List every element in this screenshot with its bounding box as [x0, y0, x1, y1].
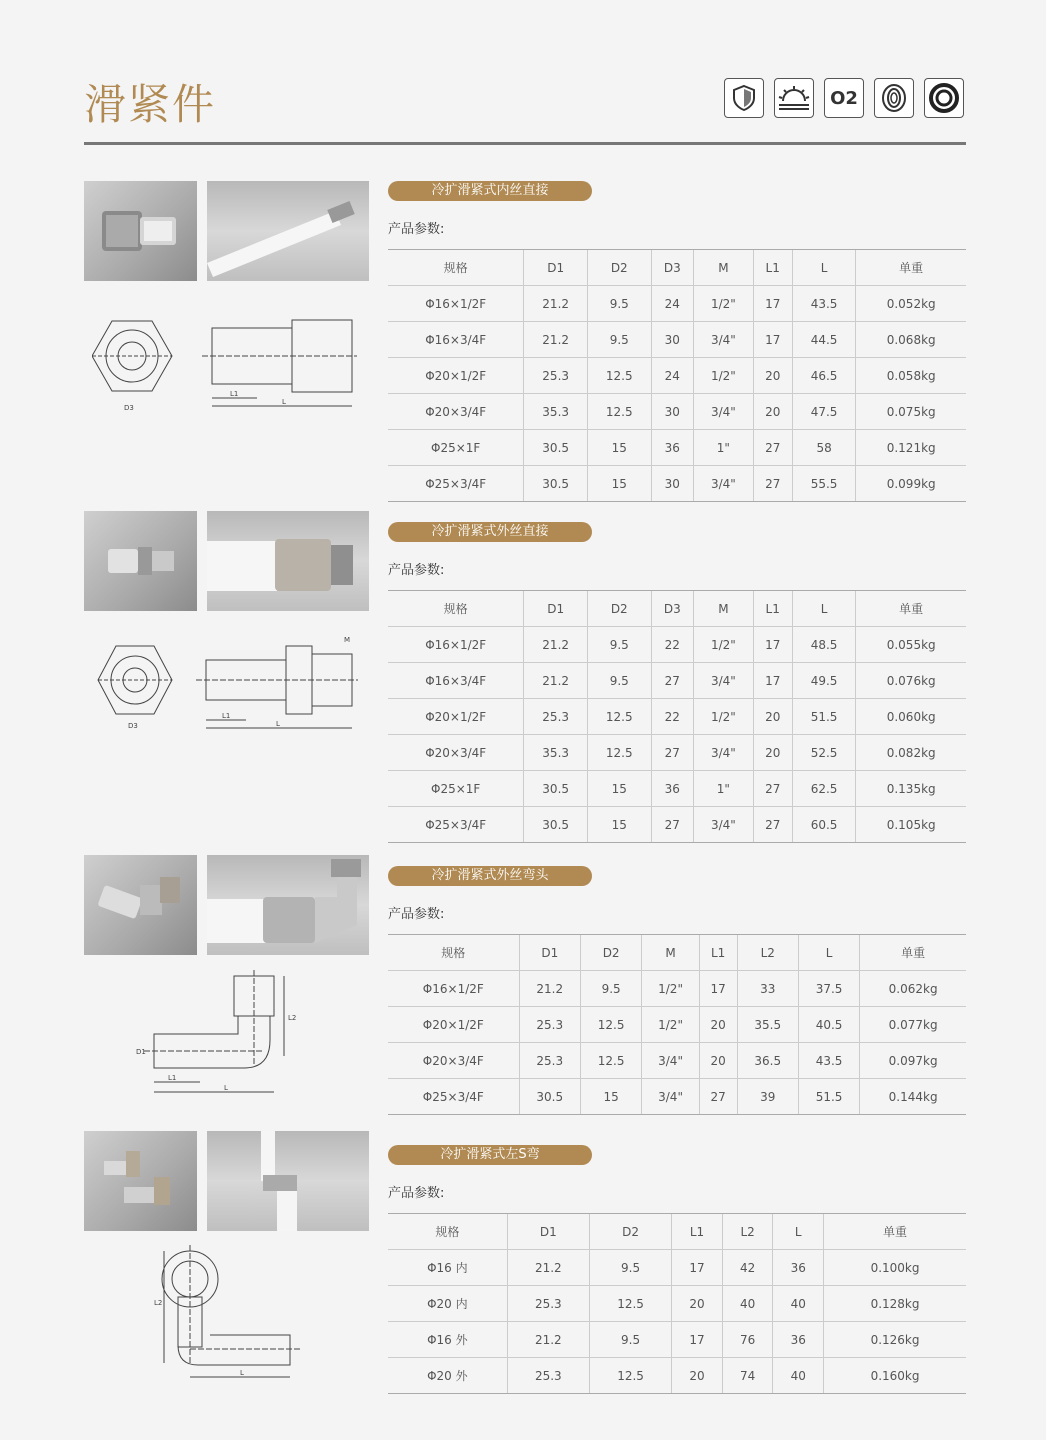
col-header: 规格 [388, 250, 524, 286]
cell: 52.5 [792, 735, 856, 771]
cell: 3/4" [694, 466, 754, 502]
shield-icon [724, 78, 764, 118]
table-row [388, 430, 966, 466]
col-header: 规格 [388, 591, 524, 627]
cell: 27 [753, 466, 792, 502]
cell: 42 [722, 1250, 773, 1286]
cell: 0.128kg [824, 1286, 966, 1322]
col-header: 单重 [856, 250, 966, 286]
cell: 35.3 [524, 394, 588, 430]
col-header: L [798, 935, 859, 971]
cell: 40 [722, 1286, 773, 1322]
table-row [388, 627, 966, 663]
cell: 21.2 [507, 1322, 589, 1358]
table-row [388, 466, 966, 502]
cell: Φ20×1/2F [388, 358, 524, 394]
cell: 55.5 [792, 466, 856, 502]
table-row [388, 322, 966, 358]
cell: 21.2 [519, 971, 580, 1007]
drawing-label-l2: L2 [288, 1014, 297, 1022]
drawing-label-l: L [276, 720, 280, 728]
cell: 76 [722, 1322, 773, 1358]
cell: 0.076kg [856, 663, 966, 699]
drawing-label-l1: L1 [222, 712, 231, 720]
cell: 47.5 [792, 394, 856, 430]
cell: 0.060kg [856, 699, 966, 735]
cell: Φ25×3/4F [388, 466, 524, 502]
section-title-pill: 冷扩滑紧式左S弯 [388, 1145, 592, 1165]
cell: 0.160kg [824, 1358, 966, 1394]
cell: 30.5 [519, 1079, 580, 1115]
cell: 35.5 [737, 1007, 798, 1043]
cell: 22 [651, 627, 694, 663]
cell: 25.3 [519, 1007, 580, 1043]
installed-photo [207, 511, 369, 611]
cell: 17 [753, 322, 792, 358]
col-header: 规格 [388, 1214, 507, 1250]
cell: 30.5 [524, 430, 588, 466]
cell: Φ20×3/4F [388, 394, 524, 430]
cell: Φ20×3/4F [388, 735, 524, 771]
cell: 0.105kg [856, 807, 966, 843]
table-row [388, 394, 966, 430]
cell: 0.100kg [824, 1250, 966, 1286]
cell: 40.5 [798, 1007, 859, 1043]
col-header: D3 [651, 250, 694, 286]
col-header: D1 [524, 591, 588, 627]
feature-icons [724, 78, 964, 118]
col-header: M [694, 250, 754, 286]
installed-photo [207, 1131, 369, 1231]
cell: 0.068kg [856, 322, 966, 358]
cell: 27 [651, 807, 694, 843]
col-header: D2 [587, 250, 651, 286]
cell: 12.5 [587, 358, 651, 394]
o2-label: O2 [830, 87, 858, 109]
technical-drawing [150, 1245, 360, 1385]
cell: 24 [651, 358, 694, 394]
cell: 3/4" [694, 735, 754, 771]
cell: Φ25×1F [388, 430, 524, 466]
col-header: M [694, 591, 754, 627]
cell: 25.3 [507, 1358, 589, 1394]
col-header: 单重 [860, 935, 966, 971]
table-row [388, 1286, 966, 1322]
cell: 27 [753, 430, 792, 466]
drawing-label-l: L [282, 398, 286, 406]
cell: 0.126kg [824, 1322, 966, 1358]
drawing-label-d3: D3 [128, 722, 138, 730]
section-title-pill: 冷扩滑紧式外丝弯头 [388, 866, 592, 886]
drawing-label-d3: D3 [124, 404, 134, 412]
table-row [388, 1043, 966, 1079]
cell: 30 [651, 394, 694, 430]
cell: Φ20×3/4F [388, 1043, 519, 1079]
col-header: 规格 [388, 935, 519, 971]
cell: Φ25×3/4F [388, 807, 524, 843]
cell: Φ25×3/4F [388, 1079, 519, 1115]
table-row [388, 1322, 966, 1358]
col-header: D2 [589, 1214, 671, 1250]
cell: 46.5 [792, 358, 856, 394]
params-label: 产品参数: [388, 563, 445, 578]
cell: Φ16×3/4F [388, 322, 524, 358]
header-rule [84, 142, 966, 145]
product-photo [84, 855, 197, 955]
col-header: L [773, 1214, 824, 1250]
cell: Φ16×1/2F [388, 627, 524, 663]
product-photo [84, 1131, 197, 1231]
cell: 36 [773, 1250, 824, 1286]
cell: 1/2" [642, 971, 699, 1007]
cell: 48.5 [792, 627, 856, 663]
cell: 12.5 [580, 1043, 641, 1079]
cell: 15 [587, 466, 651, 502]
installed-photo [207, 855, 369, 955]
table-row [388, 1250, 966, 1286]
sun-heat-icon [774, 78, 814, 118]
ring-icon [924, 78, 964, 118]
cell: 3/4" [694, 394, 754, 430]
col-header: D3 [651, 591, 694, 627]
cell: 9.5 [587, 627, 651, 663]
cell: 12.5 [587, 699, 651, 735]
cell: 0.121kg [856, 430, 966, 466]
cell: 17 [672, 1250, 723, 1286]
cell: 1/2" [694, 627, 754, 663]
technical-drawing [134, 970, 354, 1100]
drawing-label-l: L [240, 1369, 244, 1377]
installed-photo [207, 181, 369, 281]
table-row [388, 1358, 966, 1394]
cell: Φ16×1/2F [388, 971, 519, 1007]
col-header: D2 [587, 591, 651, 627]
cell: 36 [773, 1322, 824, 1358]
cell: 35.3 [524, 735, 588, 771]
cell: 9.5 [589, 1250, 671, 1286]
cell: 20 [699, 1043, 737, 1079]
cell: 3/4" [694, 663, 754, 699]
cell: Φ20 外 [388, 1358, 507, 1394]
table-row [388, 971, 966, 1007]
cell: 40 [773, 1358, 824, 1394]
table-header-row [388, 250, 966, 286]
cell: 22 [651, 699, 694, 735]
spec-table [388, 1213, 966, 1394]
cell: 43.5 [792, 286, 856, 322]
col-header: D1 [524, 250, 588, 286]
cell: 17 [699, 971, 737, 1007]
col-header: L [792, 591, 856, 627]
technical-drawing [96, 636, 366, 736]
section-male-elbow [84, 866, 966, 1108]
cell: 49.5 [792, 663, 856, 699]
col-header: D1 [519, 935, 580, 971]
params-label: 产品参数: [388, 907, 445, 922]
technical-drawing [92, 306, 362, 416]
cell: 9.5 [580, 971, 641, 1007]
cell: 9.5 [587, 663, 651, 699]
cell: 20 [753, 735, 792, 771]
table-header-row [388, 935, 966, 971]
cell: 3/4" [694, 807, 754, 843]
cell: 15 [587, 430, 651, 466]
cell: 27 [651, 735, 694, 771]
cell: 30 [651, 322, 694, 358]
cell: 51.5 [798, 1079, 859, 1115]
cell: 25.3 [524, 699, 588, 735]
cell: Φ20×1/2F [388, 1007, 519, 1043]
cell: Φ25×1F [388, 771, 524, 807]
col-header: L1 [699, 935, 737, 971]
cell: 3/4" [642, 1079, 699, 1115]
cell: 15 [587, 807, 651, 843]
cell: 25.3 [519, 1043, 580, 1079]
cell: 27 [651, 663, 694, 699]
cell: 3/4" [642, 1043, 699, 1079]
drawing-label-d1: D1 [136, 1048, 146, 1056]
cell: 25.3 [524, 358, 588, 394]
cell: 3/4" [694, 322, 754, 358]
cell: 0.077kg [860, 1007, 966, 1043]
col-header: L2 [722, 1214, 773, 1250]
cell: Φ16×3/4F [388, 663, 524, 699]
cell: 12.5 [587, 735, 651, 771]
spec-table [388, 249, 966, 502]
table-row [388, 1079, 966, 1115]
cell: 0.055kg [856, 627, 966, 663]
cell: 25.3 [507, 1286, 589, 1322]
table-row [388, 358, 966, 394]
cell: 1/2" [694, 358, 754, 394]
col-header: L1 [753, 591, 792, 627]
cell: 1" [694, 771, 754, 807]
params-label: 产品参数: [388, 222, 445, 237]
col-header: 单重 [856, 591, 966, 627]
cell: 30 [651, 466, 694, 502]
o2-icon [824, 78, 864, 118]
drawing-label-l1: L1 [230, 390, 239, 398]
cell: Φ16 内 [388, 1250, 507, 1286]
cell: 21.2 [524, 663, 588, 699]
cell: 60.5 [792, 807, 856, 843]
params-label: 产品参数: [388, 1186, 445, 1201]
cell: 62.5 [792, 771, 856, 807]
cell: 30.5 [524, 807, 588, 843]
cell: 0.075kg [856, 394, 966, 430]
cell: 51.5 [792, 699, 856, 735]
cell: 30.5 [524, 771, 588, 807]
section-left-s-bend [84, 1145, 966, 1395]
table-row [388, 286, 966, 322]
cell: 43.5 [798, 1043, 859, 1079]
drawing-label-l: L [224, 1084, 228, 1092]
cell: 24 [651, 286, 694, 322]
cell: 36.5 [737, 1043, 798, 1079]
table-header-row [388, 1214, 966, 1250]
cell: 74 [722, 1358, 773, 1394]
cell: 39 [737, 1079, 798, 1115]
cell: 17 [672, 1322, 723, 1358]
cell: 9.5 [587, 322, 651, 358]
cell: 0.058kg [856, 358, 966, 394]
cell: 27 [753, 807, 792, 843]
cell: 0.052kg [856, 286, 966, 322]
cell: 20 [699, 1007, 737, 1043]
table-row [388, 807, 966, 843]
cell: 15 [580, 1079, 641, 1115]
cell: 0.082kg [856, 735, 966, 771]
table-header-row [388, 591, 966, 627]
cell: 30.5 [524, 466, 588, 502]
section-female-straight [84, 181, 966, 493]
table-row [388, 663, 966, 699]
col-header: 单重 [824, 1214, 966, 1250]
col-header: L1 [672, 1214, 723, 1250]
col-header: L1 [753, 250, 792, 286]
cell: 20 [753, 699, 792, 735]
cell: 20 [672, 1358, 723, 1394]
cell: 0.099kg [856, 466, 966, 502]
drawing-label-m: M [344, 636, 351, 644]
cell: 58 [792, 430, 856, 466]
cell: 17 [753, 627, 792, 663]
cell: 12.5 [580, 1007, 641, 1043]
drawing-label-l2: L2 [154, 1299, 163, 1307]
cell: 21.2 [524, 286, 588, 322]
cell: Φ16×1/2F [388, 286, 524, 322]
section-title-pill: 冷扩滑紧式外丝直接 [388, 522, 592, 542]
cell: 20 [753, 394, 792, 430]
col-header: D1 [507, 1214, 589, 1250]
page-title: 滑紧件 [84, 80, 217, 129]
table-row [388, 735, 966, 771]
cell: 44.5 [792, 322, 856, 358]
cell: 40 [773, 1286, 824, 1322]
cell: 1" [694, 430, 754, 466]
spec-table [388, 934, 966, 1115]
cell: 12.5 [589, 1286, 671, 1322]
table-row [388, 699, 966, 735]
cell: 0.062kg [860, 971, 966, 1007]
cell: 1/2" [694, 699, 754, 735]
cell: 12.5 [589, 1358, 671, 1394]
cell: 0.135kg [856, 771, 966, 807]
cell: 37.5 [798, 971, 859, 1007]
cell: Φ20 内 [388, 1286, 507, 1322]
pipe-ring-icon [874, 78, 914, 118]
col-header: L2 [737, 935, 798, 971]
product-photo [84, 181, 197, 281]
cell: 9.5 [587, 286, 651, 322]
drawing-label-l1: L1 [168, 1074, 177, 1082]
cell: 20 [672, 1286, 723, 1322]
cell: 9.5 [589, 1322, 671, 1358]
cell: Φ20×1/2F [388, 699, 524, 735]
cell: 27 [753, 771, 792, 807]
cell: 0.144kg [860, 1079, 966, 1115]
cell: 17 [753, 663, 792, 699]
col-header: D2 [580, 935, 641, 971]
cell: Φ16 外 [388, 1322, 507, 1358]
cell: 36 [651, 430, 694, 466]
cell: 0.097kg [860, 1043, 966, 1079]
cell: 1/2" [694, 286, 754, 322]
table-row [388, 1007, 966, 1043]
cell: 20 [753, 358, 792, 394]
cell: 33 [737, 971, 798, 1007]
cell: 21.2 [524, 322, 588, 358]
cell: 17 [753, 286, 792, 322]
cell: 12.5 [587, 394, 651, 430]
cell: 27 [699, 1079, 737, 1115]
cell: 21.2 [507, 1250, 589, 1286]
col-header: M [642, 935, 699, 971]
spec-table [388, 590, 966, 843]
col-header: L [792, 250, 856, 286]
cell: 1/2" [642, 1007, 699, 1043]
cell: 36 [651, 771, 694, 807]
product-photo [84, 511, 197, 611]
section-title-pill: 冷扩滑紧式内丝直接 [388, 181, 592, 201]
cell: 15 [587, 771, 651, 807]
section-male-straight [84, 522, 966, 834]
table-row [388, 771, 966, 807]
cell: 21.2 [524, 627, 588, 663]
